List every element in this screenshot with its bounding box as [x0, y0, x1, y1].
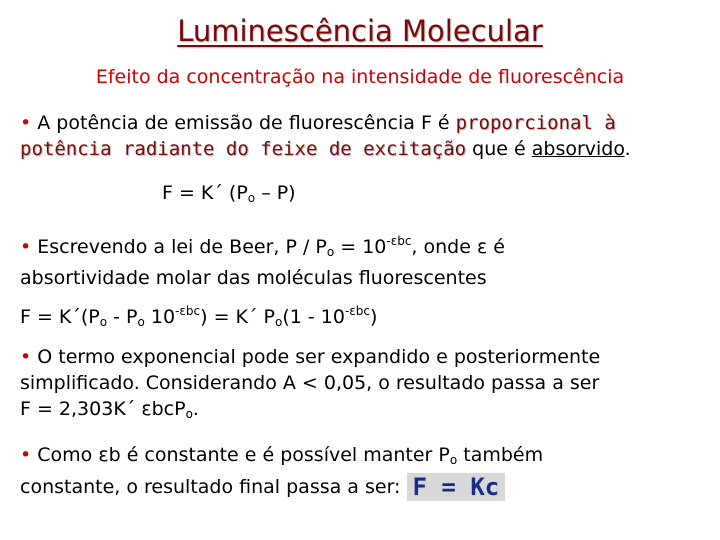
text: A potência de emissão de fluorescência F é: [37, 112, 450, 134]
eq-subscript: o: [275, 315, 283, 329]
paragraph-line-1: [20, 228, 505, 265]
bullet: •: [20, 112, 32, 134]
eq-part: (1 - 10: [282, 306, 345, 328]
eq-part: F = K´ (P: [162, 182, 248, 204]
subscript: o: [326, 245, 335, 259]
text: O termo exponencial pode ser expandido e posteriormente: [37, 346, 601, 368]
subscript: o: [185, 407, 193, 421]
eq-part: 10: [150, 306, 176, 328]
period: .: [624, 138, 631, 160]
emphasis-part-1: proporcional à: [455, 112, 616, 134]
eq-part: ) = K´ P: [200, 306, 275, 328]
equation-1: [162, 180, 296, 211]
emphasis-part-2: potência radiante do feixe de excitação: [20, 138, 467, 160]
eq-subscript: o: [137, 315, 145, 329]
eq-superscript: -εbc: [344, 304, 370, 318]
eq-part: - P: [113, 306, 138, 328]
eq-part: ): [370, 306, 378, 328]
equation-2: [20, 298, 377, 335]
text: , onde ε é: [411, 236, 505, 258]
superscript: -εbc: [386, 234, 412, 248]
eq-superscript: -εbc: [175, 304, 201, 318]
paragraph-3: [20, 344, 600, 427]
text: F = 2,303K´ εbcP: [20, 398, 186, 420]
text: Escrevendo a lei de Beer, P / P: [37, 236, 327, 258]
slide-title: Luminescência Molecular: [177, 14, 543, 48]
paragraph-1: [20, 110, 710, 166]
paragraph-line-1: [20, 344, 600, 370]
paragraph-line-2: [20, 136, 710, 162]
eq-subscript: o: [247, 191, 256, 205]
paragraph-2: [20, 228, 505, 291]
paragraph-4: [20, 442, 543, 501]
bullet: •: [20, 236, 32, 258]
text: constante, o resultado final passa a ser:: [20, 476, 401, 498]
bullet: •: [20, 444, 32, 466]
text: = 10: [340, 236, 387, 258]
text: que é: [472, 138, 526, 160]
paragraph-line-2: [20, 473, 543, 501]
text: .: [192, 398, 199, 420]
bullet: •: [20, 346, 32, 368]
paragraph-line-2: simplificado. Considerando A < 0,05, o resultado passa a ser: [20, 372, 600, 394]
text: Como εb é constante e é possível manter P: [37, 444, 450, 466]
underlined-text: absorvido: [531, 138, 625, 160]
eq-part: F = K´(P: [20, 306, 100, 328]
paragraph-line-3: [20, 396, 600, 427]
eq-subscript: o: [99, 315, 108, 329]
paragraph-line-1: [20, 442, 543, 473]
subscript: o: [449, 453, 458, 467]
slide-subtitle: Efeito da concentração na intensidade de fluorescência: [95, 66, 625, 88]
text: também: [463, 444, 544, 466]
paragraph-line-1: [20, 110, 710, 136]
eq-part: – P): [261, 182, 296, 204]
paragraph-line-2: absortividade molar das moléculas fluorescentes: [20, 267, 487, 289]
final-result-box: F = Kc: [407, 473, 506, 501]
